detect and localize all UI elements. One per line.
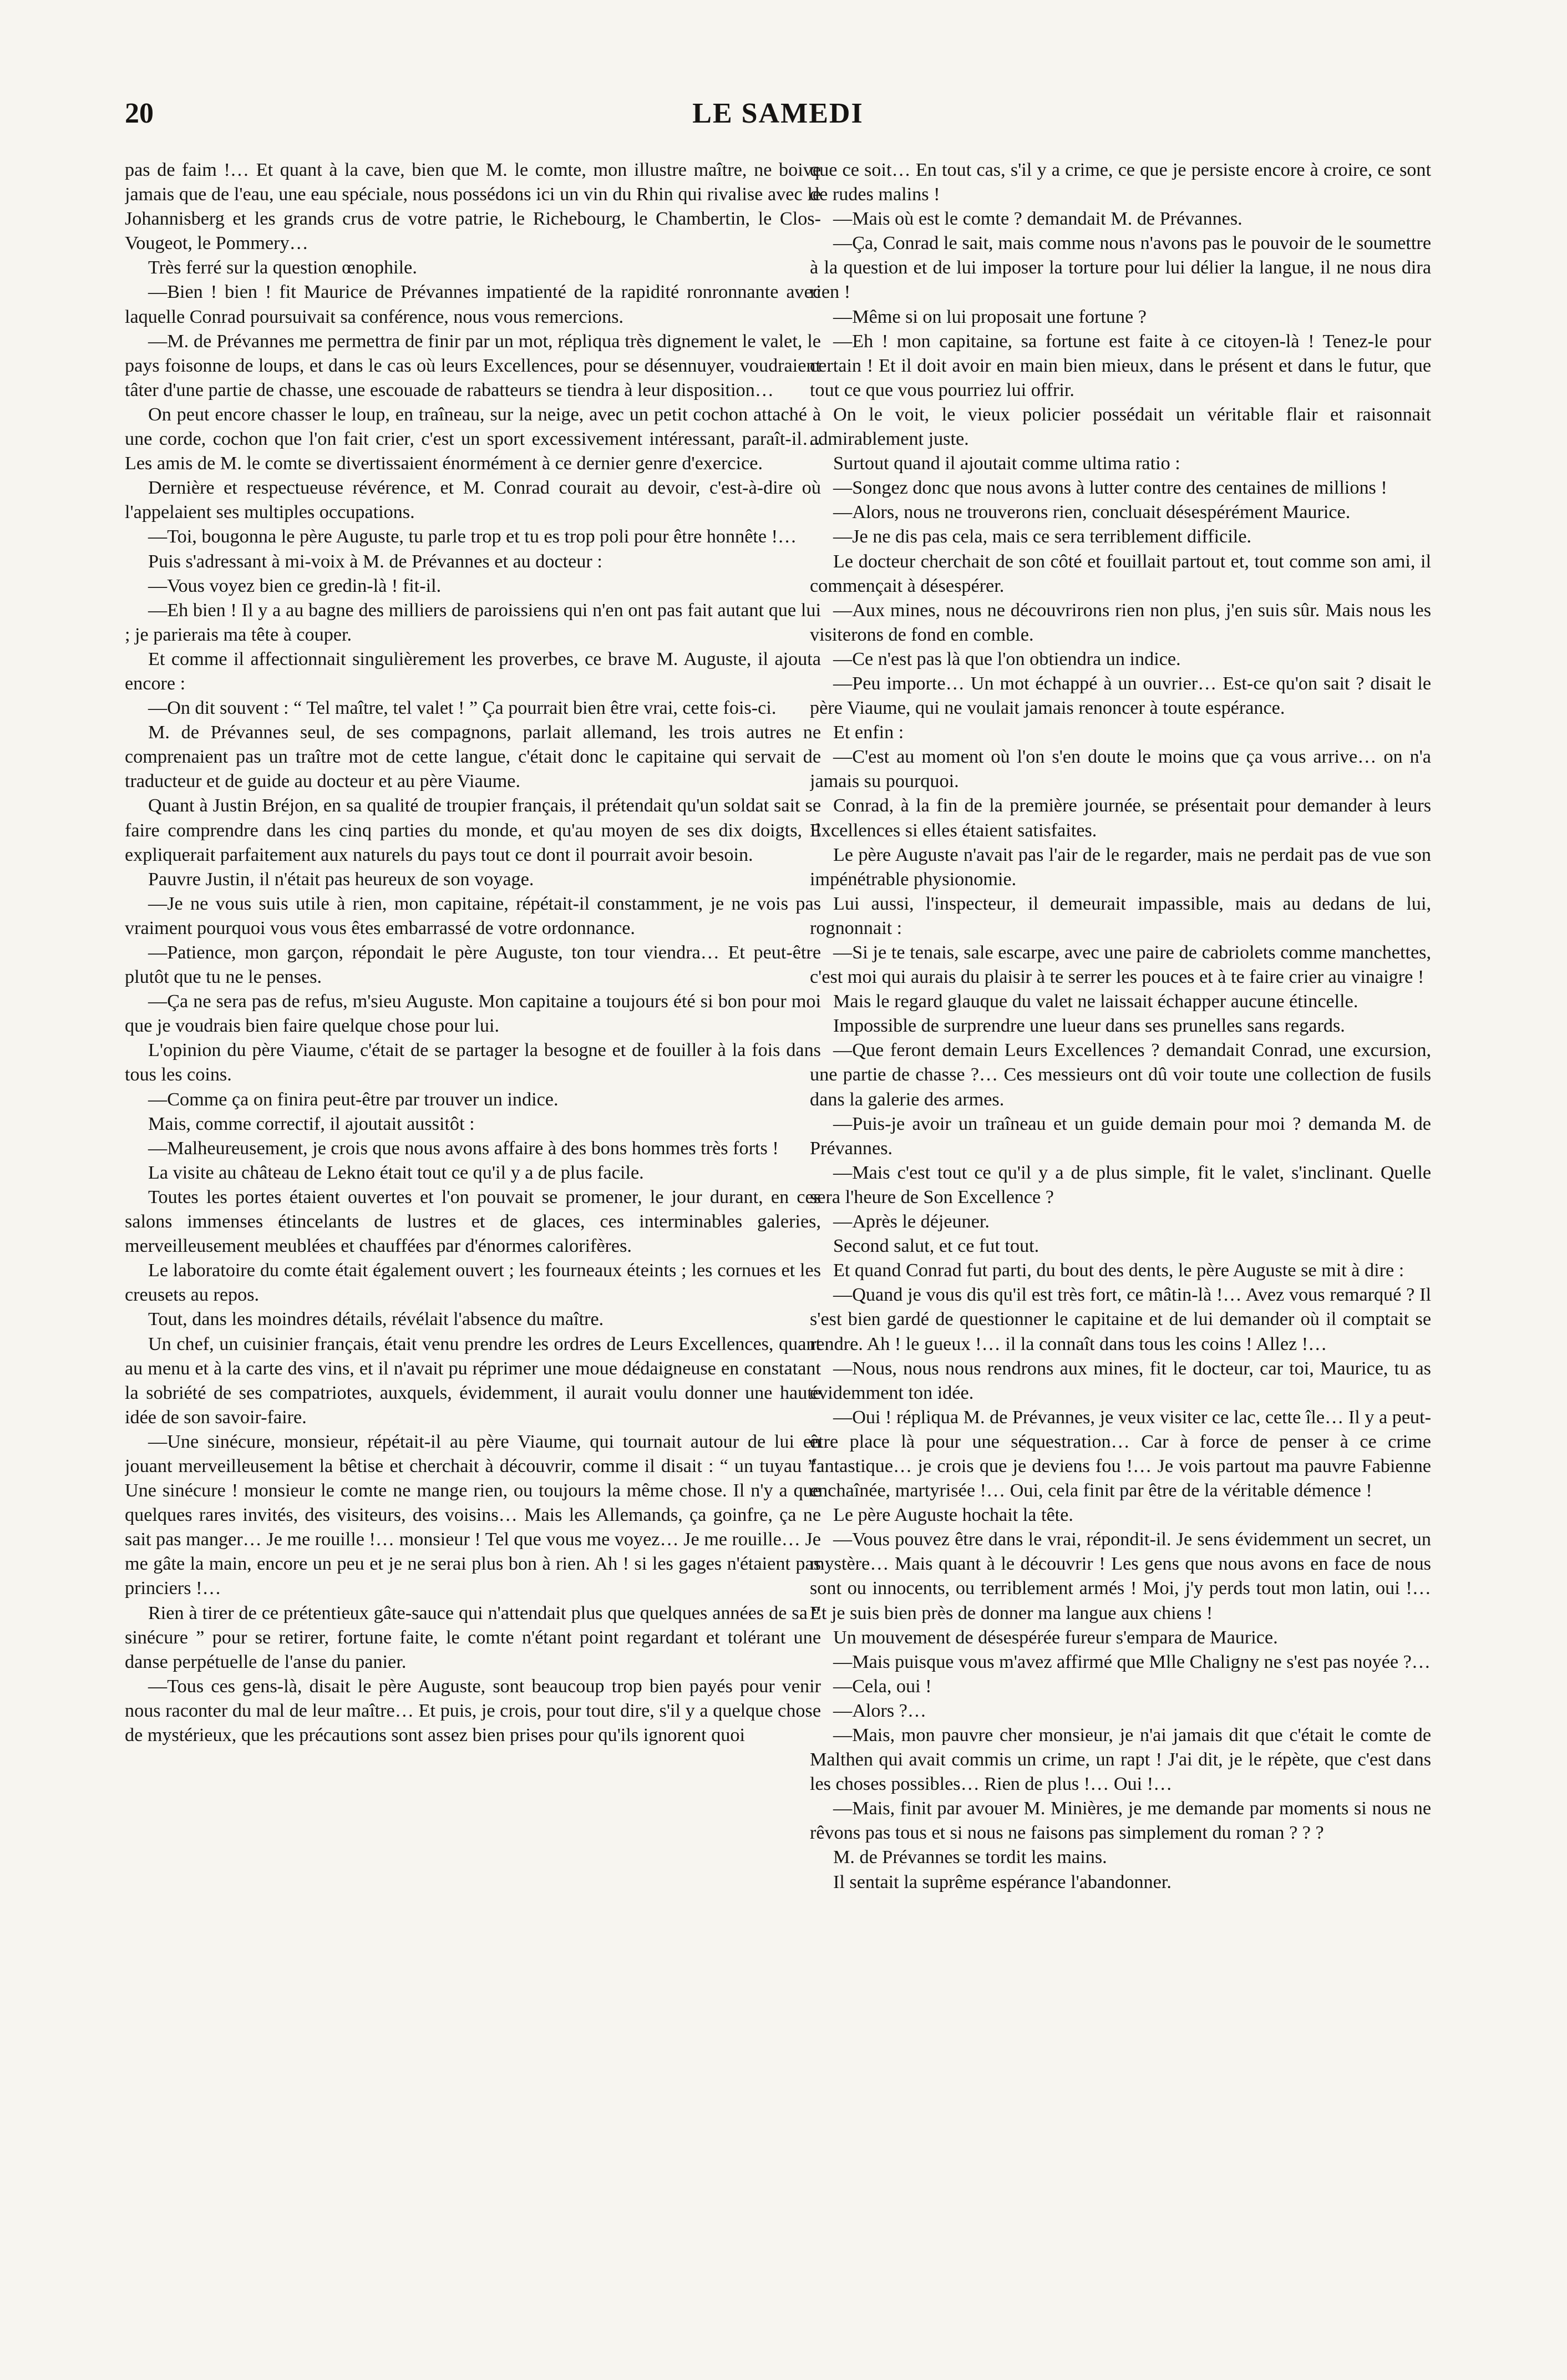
paragraph: —Après le déjeuner.: [833, 1211, 990, 1232]
paragraph: —Que feront demain Leurs Excellences ? demandait Conrad, une excursion, une partie de chasse ?… Ces messieurs ont dû voir toute une collection de fusils dans la galerie des armes.: [810, 1040, 1431, 1110]
paragraph: Très ferré sur la question œnophile.: [148, 257, 417, 278]
paragraph: —Tous ces gens-là, disait le père Auguste, sont beaucoup trop bien payés pour venir nous raconter du mal de leur maître… Et puis, je crois, pour tout dire, s'il y a quelque chose de mystérieux, que les précautions sont assez bien prises pour qu'ils ignorent quoi: [125, 1676, 821, 1745]
paragraph: —Je ne dis pas cela, mais ce sera terriblement difficile.: [833, 526, 1252, 547]
paragraph: Conrad, à la fin de la première journée, se présentait pour demander à leurs Excellences si elles étaient satisfaites.: [810, 795, 1431, 841]
paragraph: —Alors, nous ne trouverons rien, concluait désespérément Maurice.: [833, 502, 1351, 523]
paragraph: —M. de Prévannes me permettra de finir par un mot, répliqua très dignement le valet, le pays foisonne de loups, et dans le cas où leurs Excellences, pour se désennuyer, voudraient tâter d'une partie de chasse, une escouade de rabatteurs se tiendra à leur disposition…: [125, 331, 821, 400]
left-column: [125, 158, 821, 2310]
paragraph: —Bien ! bien ! fit Maurice de Prévannes impatienté de la rapidité ronronnante avec laquelle Conrad poursuivait sa conférence, nous vous remercions.: [125, 282, 821, 327]
paragraph: —Eh bien ! Il y a au bagne des milliers de paroissiens qui n'en ont pas fait autant que lui ; je parierais ma tête à couper.: [125, 600, 821, 645]
paragraph: —Malheureusement, je crois que nous avons affaire à des bons hommes très forts !: [148, 1138, 779, 1159]
paragraph: que ce soit… En tout cas, s'il y a crime, ce que je persiste encore à croire, ce sont de rudes malins !: [810, 160, 1431, 205]
paragraph: Un chef, un cuisinier français, était venu prendre les ordres de Leurs Excellences, quant au menu et à la carte des vins, et il n'avait pu réprimer une moue dédaigneuse en constatant la sobriété de ses compatriotes, auxquels, évidemment, il aurait voulu donner une haute idée de son savoir-faire.: [125, 1333, 821, 1428]
paragraph: Un mouvement de désespérée fureur s'empara de Maurice.: [833, 1627, 1278, 1648]
paragraph: —Même si on lui proposait une fortune ?: [833, 306, 1147, 327]
paragraph: M. de Prévannes se tordit les mains.: [833, 1847, 1107, 1868]
paragraph: —Puis-je avoir un traîneau et un guide demain pour moi ? demanda M. de Prévannes.: [810, 1113, 1431, 1159]
paragraph: Et enfin :: [833, 722, 904, 743]
paragraph: pas de faim !… Et quant à la cave, bien que M. le comte, mon illustre maître, ne boive jamais que de l'eau, une eau spéciale, nous possédons ici un vin du Rhin qui rivalise avec le Johannisberg et les grands crus de votre patrie, le Richebourg, le Chambertin, le Clos-Vougeot, le Pommery…: [125, 160, 821, 254]
paragraph: —Quand je vous dis qu'il est très fort, ce mâtin-là !… Avez vous remarqué ? Il s'est bien gardé de questionner le capitaine et de lui demander où il comptait se rendre. Ah ! le gueux !… il la connaît dans tous les coins ! Allez !…: [810, 1285, 1431, 1354]
paragraph: —Nous, nous nous rendrons aux mines, fit le docteur, car toi, Maurice, tu as évidemment ton idée.: [810, 1358, 1431, 1403]
paragraph: Il sentait la suprême espérance l'abandonner.: [833, 1871, 1172, 1892]
paragraph: —Toi, bougonna le père Auguste, tu parle trop et tu es trop poli pour être honnête !…: [148, 526, 797, 547]
paragraph: Tout, dans les moindres détails, révélait l'absence du maître.: [148, 1309, 604, 1330]
paragraph: —Ça ne sera pas de refus, m'sieu Auguste. Mon capitaine a toujours été si bon pour moi que je voudrais bien faire quelque chose pour lui.: [125, 991, 821, 1037]
paragraph: Puis s'adressant à mi-voix à M. de Prévannes et au docteur :: [148, 551, 602, 572]
paragraph: Impossible de surprendre une lueur dans ses prunelles sans regards.: [833, 1016, 1345, 1037]
paragraph: Le père Auguste n'avait pas l'air de le regarder, mais ne perdait pas de vue son impénétrable physionomie.: [810, 844, 1431, 890]
paragraph: —Mais c'est tout ce qu'il y a de plus simple, fit le valet, s'inclinant. Quelle sera l'heure de Son Excellence ?: [810, 1162, 1431, 1207]
paragraph: —Patience, mon garçon, répondait le père Auguste, ton tour viendra… Et peut-être plutôt que tu ne le penses.: [125, 942, 821, 988]
paragraph: —Mais, finit par avouer M. Minières, je me demande par moments si nous ne rêvons pas tous et si nous ne faisons pas simplement du roman ? ? ?: [810, 1798, 1431, 1844]
paragraph: Mais le regard glauque du valet ne laissait échapper aucune étincelle.: [833, 991, 1358, 1012]
paragraph: Dernière et respectueuse révérence, et M. Conrad courait au devoir, c'est-à-dire où l'appelaient ses multiples occupations.: [125, 478, 821, 523]
paragraph: —Alors ?…: [833, 1700, 927, 1721]
paragraph: Toutes les portes étaient ouvertes et l'on pouvait se promener, le jour durant, en ces salons immenses étincelants de lustres et de glaces, ces interminables galeries, merveilleusement meublées et chauffées par d'énormes calorifères.: [125, 1186, 821, 1257]
journal-title: LE SAMEDI: [692, 98, 864, 129]
paragraph: —Songez donc que nous avons à lutter contre des centaines de millions !: [833, 478, 1387, 499]
paragraph: Lui aussi, l'inspecteur, il demeurait impassible, mais au dedans de lui, rognonnait :: [810, 893, 1431, 938]
paragraph: —Je ne vous suis utile à rien, mon capitaine, répétait-il constamment, je ne vois pas vraiment pourquoi vous vous êtes embarrassé de votre ordonnance.: [125, 893, 821, 938]
paragraph: —Comme ça on finira peut-être par trouver un indice.: [148, 1089, 559, 1110]
paragraph: Le docteur cherchait de son côté et fouillait partout et, tout comme son ami, il commençait à désespérer.: [810, 551, 1431, 596]
paragraph: L'opinion du père Viaume, c'était de se partager la besogne et de fouiller à la fois dans tous les coins.: [125, 1040, 821, 1085]
paragraph: Second salut, et ce fut tout.: [833, 1236, 1039, 1257]
page-header: [125, 97, 1431, 141]
paragraph: Pauvre Justin, il n'était pas heureux de son voyage.: [148, 869, 534, 890]
paragraph: Le laboratoire du comte était également ouvert ; les fourneaux éteints ; les cornues et les creusets au repos.: [125, 1260, 821, 1306]
paragraph: —Peu importe… Un mot échappé à un ouvrier… Est-ce qu'on sait ? disait le père Viaume, qui ne voulait jamais renoncer à toute espérance.: [810, 673, 1431, 719]
paragraph: —Mais où est le comte ? demandait M. de Prévannes.: [833, 209, 1243, 230]
paragraph: Et comme il affectionnait singulièrement les proverbes, ce brave M. Auguste, il ajouta encore :: [125, 648, 821, 694]
paragraph: —On dit souvent : “ Tel maître, tel valet ! ” Ça pourrait bien être vrai, cette fois-ci.: [148, 698, 777, 719]
paragraph: —Vous voyez bien ce gredin-là ! fit-il.: [148, 575, 442, 596]
paragraph: —Si je te tenais, sale escarpe, avec une paire de cabriolets comme manchettes, c'est moi qui aurais du plaisir à te serrer les pouces et à te faire crier au vinaigre !: [810, 942, 1431, 988]
paragraph: —Oui ! répliqua M. de Prévannes, je veux visiter ce lac, cette île… Il y a peut-être place là pour une séquestration… Car à force de penser à ce crime fantastique… je crois que je deviens fou !… Je vois partout ma pauvre Fabienne enchaînée, martyrisée !… Oui, cela finit par être de la véritable démence !: [810, 1407, 1431, 1501]
paragraph: —C'est au moment où l'on s'en doute le moins que ça vous arrive… on n'a jamais su pourquoi.: [810, 747, 1431, 792]
paragraph: On peut encore chasser le loup, en traîneau, sur la neige, avec un petit cochon attaché à une corde, cochon que l'on fait crier, c'est un sport excessivement intéressant, paraît-il… Les amis de M. le comte se divertissaient énormément à ce dernier genre d'exercice.: [125, 404, 821, 474]
paragraph: —Mais, mon pauvre cher monsieur, je n'ai jamais dit que c'était le comte de Malthen qui avait commis un crime, un rapt ! J'ai dit, je le répète, que c'est dans les choses possibles… Rien de plus !… Oui !…: [810, 1725, 1431, 1795]
paragraph: —Vous pouvez être dans le vrai, répondit-il. Je sens évidemment un secret, un mystère… Mais quant à le découvrir ! Les gens que nous avons en face de nous sont ou innocents, ou terriblement armés ! Moi, j'y perds tout mon latin, oui !… Et je suis bien près de donner ma langue aux chiens !: [810, 1529, 1431, 1623]
paragraph: On le voit, le vieux policier possédait un véritable flair et raisonnait admirablement juste.: [810, 404, 1431, 450]
paragraph: Quant à Justin Bréjon, en sa qualité de troupier français, il prétendait qu'un soldat sait se faire comprendre dans les cinq parties du monde, et qu'au moyen de ses dix doigts, il expliquerait parfaitement aux naturels du pays tout ce dont il pourrait avoir besoin.: [125, 795, 821, 865]
paragraph: —Cela, oui !: [833, 1676, 932, 1697]
paragraph: —Eh ! mon capitaine, sa fortune est faite à ce citoyen-là ! Tenez-le pour certain ! Et il doit avoir en main bien mieux, dans le présent et dans le futur, que tout ce que vous pourriez lui offrir.: [810, 331, 1431, 400]
paragraph: Et quand Conrad fut parti, du bout des dents, le père Auguste se mit à dire :: [833, 1260, 1404, 1281]
paragraph: Mais, comme correctif, il ajoutait aussitôt :: [148, 1113, 475, 1134]
page-number: 20: [125, 98, 154, 129]
paragraph: La visite au château de Lekno était tout ce qu'il y a de plus facile.: [148, 1162, 644, 1183]
right-column: [810, 158, 1431, 2310]
paragraph: M. de Prévannes seul, de ses compagnons, parlait allemand, les trois autres ne comprenaient pas un traître mot de cette langue, c'était donc le capitaine qui servait de traducteur et de guide au docteur et au père Viaume.: [125, 722, 821, 792]
paragraph: —Aux mines, nous ne découvrirons rien non plus, j'en suis sûr. Mais nous les visiterons de fond en comble.: [810, 600, 1431, 645]
paragraph: —Ça, Conrad le sait, mais comme nous n'avons pas le pouvoir de le soumettre à la question et de lui imposer la torture pour lui délier la langue, il ne nous dira rien !: [810, 233, 1431, 303]
paragraph: Le père Auguste hochait la tête.: [833, 1505, 1073, 1526]
paragraph: Rien à tirer de ce prétentieux gâte-sauce qui n'attendait plus que quelques années de sa “ sinécure ” pour se retirer, fortune faite, le comte n'étant point regardant et tolérant une danse perpétuelle de l'anse du panier.: [125, 1602, 821, 1672]
paragraph: —Une sinécure, monsieur, répétait-il au père Viaume, qui tournait autour de lui en jouant merveilleusement la bêtise et cherchait à découvrir, comme il disait : “ un tuyau ”. Une sinécure ! monsieur le comte ne mange rien, ou toujours la même chose. Il n'y a que quelques rares invités, des visiteurs, des voisins… Mais les Allemands, ça goinfre, ça ne sait pas manger… Je me rouille !… monsieur ! Tel que vous me voyez… Je me rouille… Je me gâte la main, encore un peu et je ne serai plus bon à rien. Ah ! si les gages n'étaient pas princiers !…: [125, 1431, 821, 1599]
paragraph: Surtout quand il ajoutait comme ultima ratio :: [833, 453, 1180, 474]
paragraph: —Ce n'est pas là que l'on obtiendra un indice.: [833, 648, 1181, 669]
paragraph: —Mais puisque vous m'avez affirmé que Mlle Chaligny ne s'est pas noyée ?…: [833, 1651, 1431, 1672]
